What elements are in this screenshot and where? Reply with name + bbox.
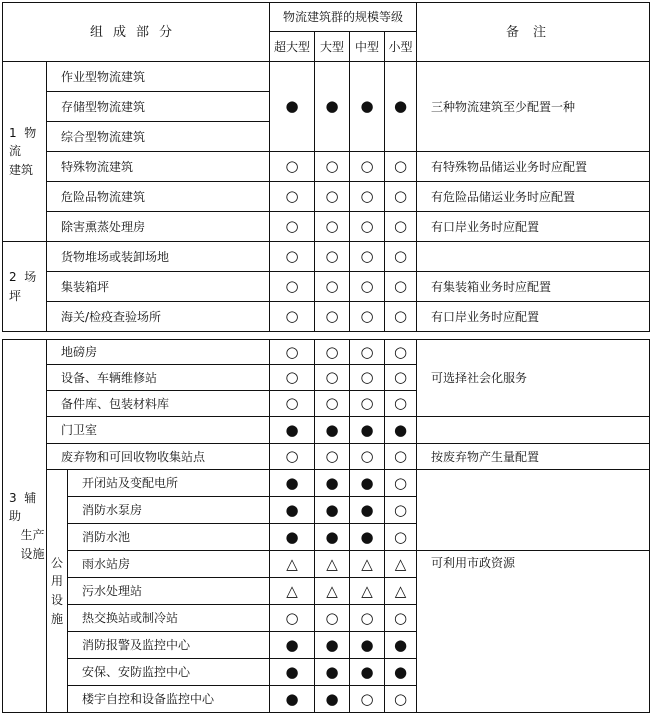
scale-mark: ○ — [385, 605, 417, 632]
scale-mark: ○ — [350, 686, 385, 713]
scale-mark: ○ — [270, 605, 315, 632]
item-label: 设备、车辆维修站 — [47, 365, 270, 391]
item-label: 热交换站或制冷站 — [68, 605, 270, 632]
size-small: 小型 — [385, 32, 417, 62]
scale-mark: ○ — [385, 212, 417, 242]
table-row — [3, 417, 650, 444]
scale-mark: ● — [315, 497, 350, 524]
scale-mark: ○ — [385, 444, 417, 470]
scale-mark: ● — [350, 659, 385, 686]
scale-mark: ● — [270, 524, 315, 551]
scale-mark: ○ — [385, 302, 417, 332]
scale-mark: ○ — [350, 340, 385, 365]
scale-mark: ● — [270, 632, 315, 659]
scale-mark: ● — [270, 659, 315, 686]
table-row — [3, 152, 650, 182]
scale-mark: △ — [350, 578, 385, 605]
scale-mark: ● — [270, 686, 315, 713]
scale-mark: ○ — [315, 340, 350, 365]
table-row — [3, 272, 650, 302]
scale-mark: ○ — [270, 152, 315, 182]
category-auxiliary-facilities: 3 辅助 生产 设施 — [3, 340, 47, 713]
item-label: 雨水站房 — [68, 551, 270, 578]
scale-mark: ○ — [350, 302, 385, 332]
scale-mark: ● — [315, 470, 350, 497]
item-label: 开闭站及变配电所 — [68, 470, 270, 497]
scale-mark: △ — [270, 578, 315, 605]
item-label: 备件库、包装材料库 — [47, 391, 270, 417]
scale-mark: ○ — [350, 152, 385, 182]
item-label: 污水处理站 — [68, 578, 270, 605]
scale-mark: ○ — [385, 272, 417, 302]
size-super-large: 超大型 — [270, 32, 315, 62]
item-label: 货物堆场或装卸场地 — [47, 242, 270, 272]
scale-mark: △ — [315, 551, 350, 578]
scale-mark: ○ — [315, 272, 350, 302]
scale-mark: ○ — [350, 272, 385, 302]
item-label: 集装箱坪 — [47, 272, 270, 302]
scale-mark: ○ — [350, 212, 385, 242]
size-medium: 中型 — [350, 32, 385, 62]
item-label: 特殊物流建筑 — [47, 152, 270, 182]
scale-mark: ○ — [270, 182, 315, 212]
item-label: 地磅房 — [47, 340, 270, 365]
scale-mark: ○ — [385, 152, 417, 182]
scale-mark: ○ — [315, 242, 350, 272]
remark: 有口岸业务时应配置 — [417, 212, 650, 242]
scale-mark: ○ — [315, 182, 350, 212]
category-logistics-buildings: 1 物流 建筑 — [3, 62, 47, 242]
remark: 三种物流建筑至少配置一种 — [417, 62, 650, 152]
item-label: 楼宇自控和设备监控中心 — [68, 686, 270, 713]
scale-mark: ● — [350, 417, 385, 444]
public-facilities-label: 公 用 设 施 — [47, 470, 68, 713]
scale-mark: ● — [385, 632, 417, 659]
item-label: 废弃物和可回收物收集站点 — [47, 444, 270, 470]
scale-mark: ○ — [315, 444, 350, 470]
scale-mark: ● — [315, 524, 350, 551]
scale-mark: ● — [350, 497, 385, 524]
table-row — [3, 212, 650, 242]
remark — [417, 242, 650, 272]
table-row — [3, 182, 650, 212]
scale-mark: ○ — [315, 152, 350, 182]
item-label: 存储型物流建筑 — [47, 92, 270, 122]
scale-mark: ○ — [270, 391, 315, 417]
section-gap — [3, 332, 650, 340]
scale-header: 物流建筑群的规模等级 — [270, 3, 417, 32]
scale-mark: △ — [270, 551, 315, 578]
table-row — [3, 302, 650, 332]
scale-mark: ○ — [385, 242, 417, 272]
scale-mark: ○ — [315, 391, 350, 417]
scale-mark: ○ — [385, 497, 417, 524]
scale-mark: △ — [385, 578, 417, 605]
scale-mark: ● — [315, 62, 350, 152]
scale-mark: △ — [385, 551, 417, 578]
remark-empty — [417, 470, 650, 551]
remark: 按废弃物产生量配置 — [417, 444, 650, 470]
remark: 有口岸业务时应配置 — [417, 302, 650, 332]
scale-mark: ○ — [270, 302, 315, 332]
remark: 可选择社会化服务 — [417, 340, 650, 417]
scale-mark: ● — [350, 524, 385, 551]
scale-mark: ○ — [385, 470, 417, 497]
scale-mark: ○ — [270, 272, 315, 302]
scale-mark: ○ — [315, 605, 350, 632]
remark: 有集装箱业务时应配置 — [417, 272, 650, 302]
scale-mark: ○ — [270, 444, 315, 470]
scale-mark: ● — [315, 417, 350, 444]
scale-mark: ○ — [315, 302, 350, 332]
scale-mark: ○ — [270, 340, 315, 365]
remark: 可利用市政资源 — [417, 551, 650, 713]
item-label: 综合型物流建筑 — [47, 122, 270, 152]
scale-mark: ● — [385, 417, 417, 444]
scale-mark: ● — [270, 497, 315, 524]
item-label: 除害熏蒸处理房 — [47, 212, 270, 242]
scale-mark: ○ — [350, 444, 385, 470]
scale-mark: ● — [385, 659, 417, 686]
scale-mark: ○ — [385, 524, 417, 551]
item-label: 危险品物流建筑 — [47, 182, 270, 212]
item-label: 消防水泵房 — [68, 497, 270, 524]
scale-mark: ● — [315, 659, 350, 686]
scale-mark: ● — [270, 470, 315, 497]
scale-mark: ● — [350, 470, 385, 497]
scale-mark: ○ — [315, 365, 350, 391]
category-yards: 2 场坪 — [3, 242, 47, 332]
scale-mark: △ — [350, 551, 385, 578]
item-label: 门卫室 — [47, 417, 270, 444]
scale-mark: ● — [315, 686, 350, 713]
scale-mark: ○ — [350, 182, 385, 212]
scale-mark: ○ — [385, 365, 417, 391]
scale-mark: ○ — [350, 242, 385, 272]
scale-mark: ○ — [315, 212, 350, 242]
remark: 有危险品储运业务时应配置 — [417, 182, 650, 212]
table-row — [3, 62, 650, 92]
item-label: 海关/检疫查验场所 — [47, 302, 270, 332]
scale-mark: ○ — [270, 242, 315, 272]
scale-mark: ○ — [385, 340, 417, 365]
scale-mark: ● — [315, 632, 350, 659]
scale-mark: ○ — [270, 365, 315, 391]
scale-mark: ○ — [350, 391, 385, 417]
table-row — [3, 444, 650, 470]
remark — [417, 417, 650, 444]
remarks-header: 备注 — [417, 3, 650, 62]
item-label: 消防水池 — [68, 524, 270, 551]
scale-mark: ○ — [270, 212, 315, 242]
table-row — [3, 470, 650, 497]
item-label: 作业型物流建筑 — [47, 62, 270, 92]
scale-mark: ○ — [385, 391, 417, 417]
scale-mark: ○ — [350, 365, 385, 391]
scale-mark: ● — [385, 62, 417, 152]
remark: 有特殊物品储运业务时应配置 — [417, 152, 650, 182]
scale-mark: ● — [350, 632, 385, 659]
table-row — [3, 340, 650, 365]
scale-mark: ● — [350, 62, 385, 152]
table-row — [3, 551, 650, 578]
scale-mark: ○ — [385, 182, 417, 212]
table-row — [3, 242, 650, 272]
scale-mark: ○ — [350, 605, 385, 632]
scale-mark: ● — [270, 62, 315, 152]
facility-composition-table — [2, 2, 650, 713]
scale-mark: ● — [270, 417, 315, 444]
components-header: 组成部分 — [3, 3, 270, 62]
item-label: 安保、安防监控中心 — [68, 659, 270, 686]
scale-mark: ○ — [385, 686, 417, 713]
scale-mark: △ — [315, 578, 350, 605]
size-large: 大型 — [315, 32, 350, 62]
item-label: 消防报警及监控中心 — [68, 632, 270, 659]
